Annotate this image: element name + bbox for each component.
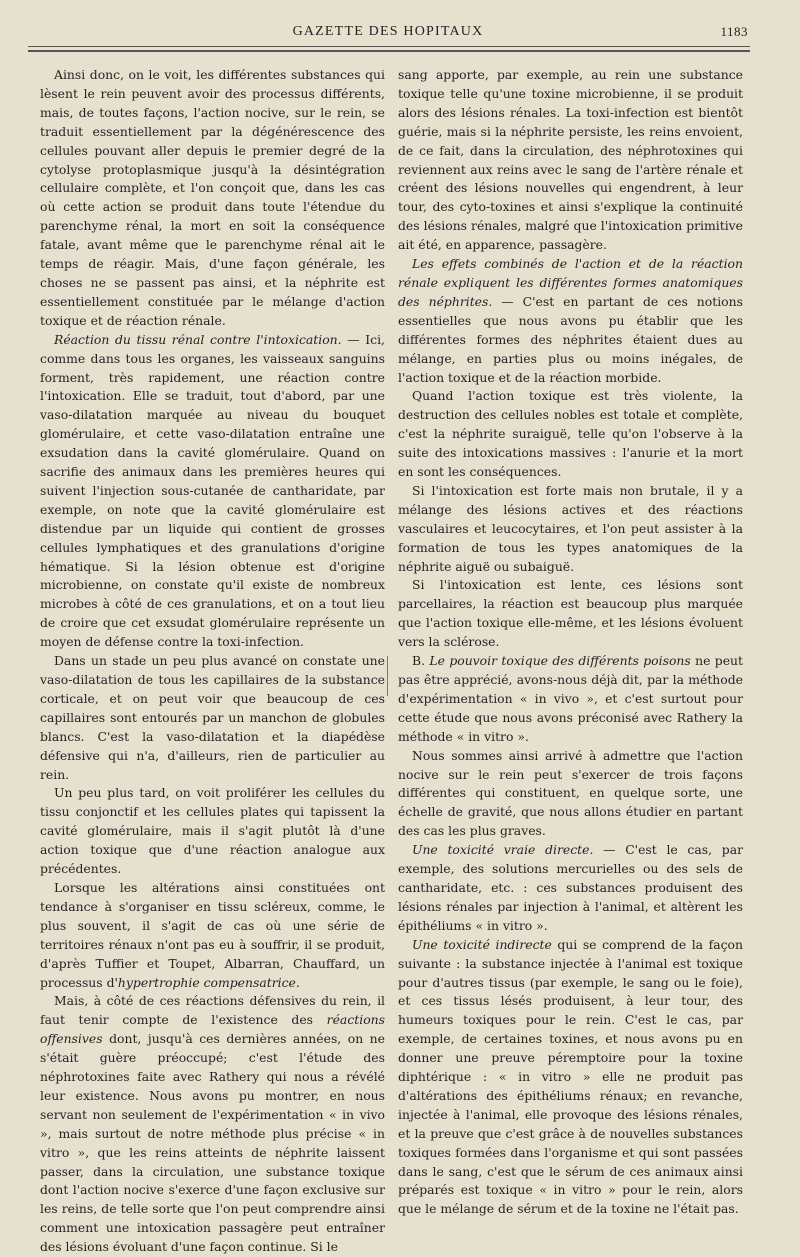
section-heading: Une toxicité vraie directe. — [412, 842, 594, 858]
section-heading: Réaction du tissu rénal contre l'intoxication. — [54, 331, 342, 347]
section-heading: Le pouvoir toxique des différents poisons — [429, 653, 691, 669]
column-divider — [387, 656, 388, 696]
paragraph: Mais, à côté de ces réactions défensives du rein, il faut tenir compte de l'existence des réactions offensives dont, jusqu'à ces dernières années, on ne s'était guère préoccupé; c'est l'étude des néphrotoxines faite avec Rathery qui nous a révélé leur existence. Nous avons pu montrer, en nous servant non seulement de l'expérimentation « in vivo », mais surtout de notre méthode plus précise « in vitro », que les reins atteints de néphrite laissent passer, dans la circulation, une substance toxique dont l'action nocive s'exerce d'une façon exclusive sur les reins, de telle sorte que l'on peut comprendre ainsi comment une intoxication passagère peut entraîner des lésions évoluant d'une façon continue. Si le — [40, 993, 385, 1255]
paragraph: Réaction du tissu rénal contre l'intoxication. — Ici, comme dans tous les organes, les vaisseaux sanguins forment, très rapidement, une réaction contre l'intoxication. Elle se traduit, tout d'abord, par une vaso-dilatation marquée au niveau du bouquet glomérulaire, et cette vaso-dilatation entraîne une exsudation dans la cavité glomérulaire. Quand on sacrifie des animaux dans les premières heures qui suivent l'injection sous-cutanée de cantharidate, par exemple, on note que la cavité glomérulaire est distendue par un liquide qui contient de grosses cellules lymphatiques et des granulations d'origine hématique. Si la lésion obtenue est d'origine microbienne, on constate qu'il existe de nombreux microbes à côté de ces granulations, et on a tout lieu de croire que cet exsudat glomérulaire représente un moyen de défense contre la toxi-infection. — [40, 331, 385, 650]
journal-title: GAZETTE DES HOPITAUX — [292, 24, 484, 39]
left-column — [40, 66, 385, 1257]
paragraph: Quand l'action toxique est très violente, la destruction des cellules nobles est totale et complète, c'est la néphrite suraiguë, telle qu'on l'observe à la suite des intoxications massives : l'anurie et la mort en sont les conséquences. — [398, 388, 743, 480]
paragraph: Lorsque les altérations ainsi constituées ont tendance à s'organiser en tissu scléreux, comme, le plus souvent, il s'agit de cas où une série de territoires rénaux n'ont pas eu à souffrir, il se produit, d'après Tuffier et Toupet, Albarran, Chauffard, un processus d'hypertrophie compensatrice. — [40, 879, 385, 990]
right-column — [398, 66, 743, 1219]
page-number: 1183 — [720, 24, 748, 39]
paragraph: Dans un stade un peu plus avancé on constate une vaso-dilatation de tous les capillaires de la substance corticale, et on peut voir que beaucoup de ces capillaires sont entourés par un manchon de globules blancs. C'est la vaso-dilatation et la diapédèse défensive qui n'a, d'ailleurs, rien de particulier au rein. — [40, 653, 385, 782]
paragraph: Une toxicité indirecte qui se comprend de la façon suivante : la substance injectée à l'animal est toxique pour d'autres tissus (par exemple, le sang ou le foie), et ces tissus lésés produisent, à leur tour, des humeurs toxiques pour le rein. C'est le cas, par exemple, de certaines toxines, et nous avons pu en donner une preuve péremptoire pour la toxine diphtérique : « in vitro » elle ne produit pas d'altérations des épithéliums rénaux; en revanche, injectée à l'animal, elle provoque des lésions rénales, et la preuve que c'est grâce à de nouvelles substances toxiques formées dans l'organisme et qui sont passées dans le sang, c'est que le sérum de ces animaux ainsi préparés est toxique « in vitro » pour le rein, alors que le mélange de sérum et de la toxine ne l'était pas. — [398, 936, 743, 1217]
paragraph: Ainsi donc, on le voit, les différentes substances qui lèsent le rein peuvent avoir des processus différents, mais, de toutes façons, l'action nocive, sur le rein, se traduit essentiellement par la dégénérescence des cellules pouvant aller depuis le premier degré de la cytolyse protoplasmique jusqu'à la désintégration cellulaire complète, et l'on conçoit que, dans les cas où cette action se produit dans toute l'étendue du parenchyme rénal, la mort en soit la conséquence fatale, avant même que le parenchyme rénal ait le temps de réagir. Mais, d'une façon générale, les choses ne se passent pas ainsi, et la néphrite est essentiellement constituée par le mélange d'action toxique et de réaction rénale. — [40, 67, 385, 328]
header-rule-thin — [28, 46, 750, 47]
page-header — [28, 22, 748, 48]
paragraph: Si l'intoxication est lente, ces lésions sont parcellaires, la réaction est beaucoup plus marquée que l'action toxique elle-même, et les lésions évoluent vers la sclérose. — [398, 577, 743, 650]
paragraph: Une toxicité vraie directe. — C'est le cas, par exemple, des solutions mercurielles ou des sels de cantharidate, etc. : ces substances produisent des lésions rénales par injection à l'animal, et altèrent les épithéliums « in vitro ». — [398, 842, 743, 933]
header-rule-thick — [28, 50, 750, 52]
paragraph: sang apporte, par exemple, au rein une substance toxique telle qu'une toxine microbienne, il se produit alors des lésions rénales. La toxi-infection est bientôt guérie, mais si la néphrite persiste, les reins envoient, de ce fait, dans la circulation, des néphrotoxines qui reviennent aux reins avec le sang de l'artère rénale et créent des lésions nouvelles qui engendrent, à leur tour, des cyto-toxines et ainsi s'explique la continuité des lésions rénales, malgré que l'intoxication primitive ait été, en apparence, passagère. — [398, 67, 743, 253]
paragraph: Les effets combinés de l'action et de la réaction rénale expliquent les différentes formes anatomiques des néphrites. — C'est en partant de ces notions essentielles que nous avons pu établir que les différentes formes des néphrites étaient dues au mélange, en parties plus ou moins inégales, de l'action toxique et de la réaction morbide. — [398, 256, 743, 385]
section-heading: Les effets combinés de l'action et de la réaction rénale expliquent les différentes formes anatomiques des néphrites. — [398, 256, 743, 309]
paragraph: B. Le pouvoir toxique des différents poisons ne peut pas être apprécié, avons-nous déjà dit, par la méthode d'expérimentation « in vivo », et c'est surtout pour cette étude que nous avons préconisé avec Rathery la méthode « in vitro ». — [398, 653, 744, 744]
section-heading: Une toxicité indirecte — [412, 936, 552, 952]
paragraph: Si l'intoxication est forte mais non brutale, il y a mélange des lésions actives et des réactions vasculaires et leucocytaires, et l'on peut assister à la formation de tous les types anatomiques de la néphrite aiguë ou subaiguë. — [398, 482, 743, 574]
paragraph: Nous sommes ainsi arrivé à admettre que l'action nocive sur le rein peut s'exercer de trois façons différentes qui constituent, en quelque sorte, une échelle de gravité, que nous allons étudier en partant des cas les plus graves. — [398, 747, 743, 839]
paragraph: Un peu plus tard, on voit proliférer les cellules du tissu conjonctif et les cellules plates qui tapissent la cavité glomérulaire, mais il s'agit plutôt là d'une action toxique que d'une réaction analogue aux précédentes. — [40, 785, 385, 877]
